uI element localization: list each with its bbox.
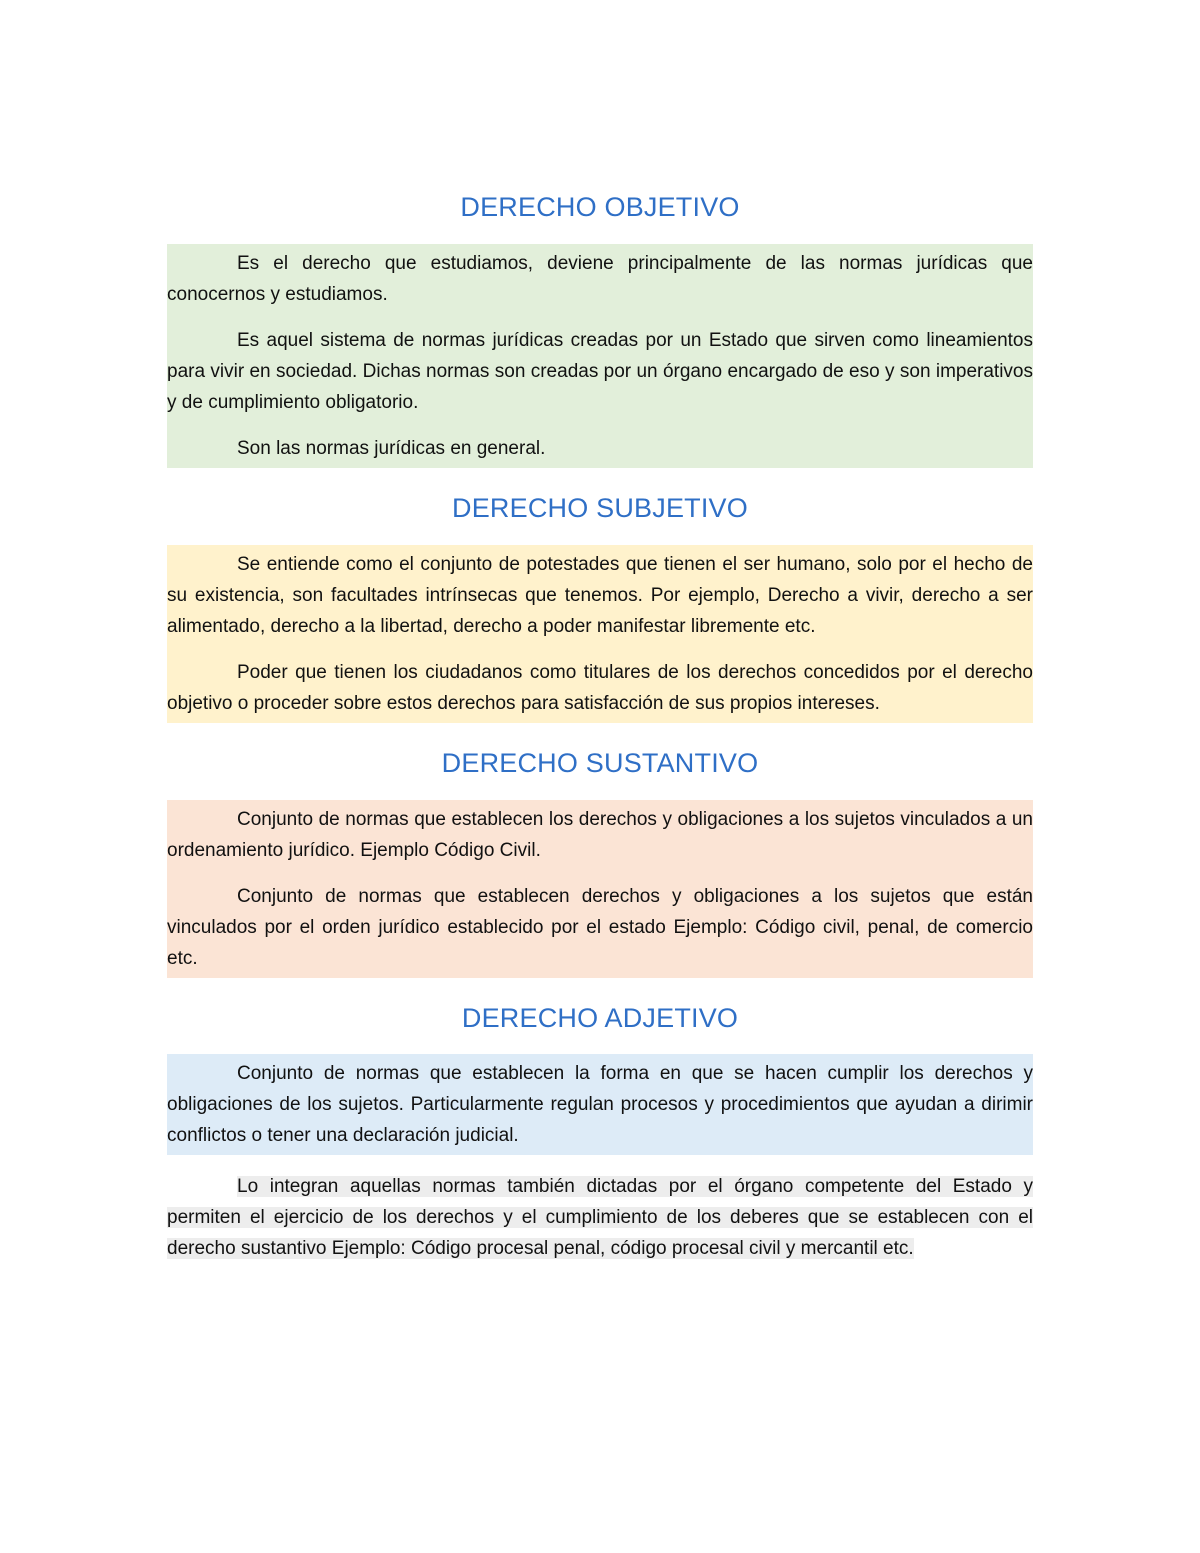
sustantivo-paragraph-2: Conjunto de normas que establecen derechos y obligaciones a los sujetos que están vinculados por el orden jurídico establecido por el estado Ejemplo: Código civil, penal, de comercio etc. xyxy=(167,886,1033,969)
adjetivo-paragraph-2-text: Lo integran aquellas normas también dictadas por el órgano competente del Estado y permiten el ejercicio de los derechos y el cumplimiento de los deberes que se establecen con el derecho sustantivo Ejemplo: Código procesal penal, código procesal civil y mercantil etc. xyxy=(167,1176,1033,1259)
document-content xyxy=(167,188,1033,1264)
subjetivo-paragraph-2: Poder que tienen los ciudadanos como titulares de los derechos concedidos por el derecho objetivo o proceder sobre estos derechos para satisfacción de sus propios intereses. xyxy=(167,662,1033,714)
heading-derecho-adjetivo: DERECHO ADJETIVO xyxy=(461,1003,739,1033)
subjetivo-paragraph-1: Se entiende como el conjunto de potestades que tienen el ser humano, solo por el hecho de su existencia, son facultades intrínsecas que tenemos. Por ejemplo, Derecho a vivir, derecho a ser alimentado, derecho a la libertad, derecho a poder manifestar libremente etc. xyxy=(167,554,1033,637)
adjetivo-paragraph-2 xyxy=(167,1171,1033,1264)
section-sustantivo-box xyxy=(167,800,1033,978)
section-objetivo-box xyxy=(167,244,1033,468)
adjetivo-paragraph-1: Conjunto de normas que establecen la forma en que se hacen cumplir los derechos y obligaciones de los sujetos. Particularmente regulan procesos y procedimientos que ayudan a dirimir conflictos o tener una declaración judicial. xyxy=(167,1063,1033,1146)
paragraph-spacer xyxy=(167,1155,1033,1171)
section-adjetivo-box xyxy=(167,1054,1033,1155)
objetivo-paragraph-3: Son las normas jurídicas en general. xyxy=(237,438,546,459)
heading-derecho-sustantivo: DERECHO SUSTANTIVO xyxy=(441,748,759,778)
sustantivo-paragraph-1: Conjunto de normas que establecen los derechos y obligaciones a los sujetos vinculados a un ordenamiento jurídico. Ejemplo Código Civil. xyxy=(167,809,1033,861)
heading-derecho-objetivo: DERECHO OBJETIVO xyxy=(460,192,740,222)
objetivo-paragraph-1: Es el derecho que estudiamos, deviene principalmente de las normas jurídicas que conocernos y estudiamos. xyxy=(167,253,1033,305)
objetivo-paragraph-2: Es aquel sistema de normas jurídicas creadas por un Estado que sirven como lineamientos para vivir en sociedad. Dichas normas son creadas por un órgano encargado de eso y son imperativos y de cumplimiento obligatorio. xyxy=(167,330,1033,413)
section-subjetivo-box xyxy=(167,545,1033,723)
heading-derecho-subjetivo: DERECHO SUBJETIVO xyxy=(452,493,748,523)
